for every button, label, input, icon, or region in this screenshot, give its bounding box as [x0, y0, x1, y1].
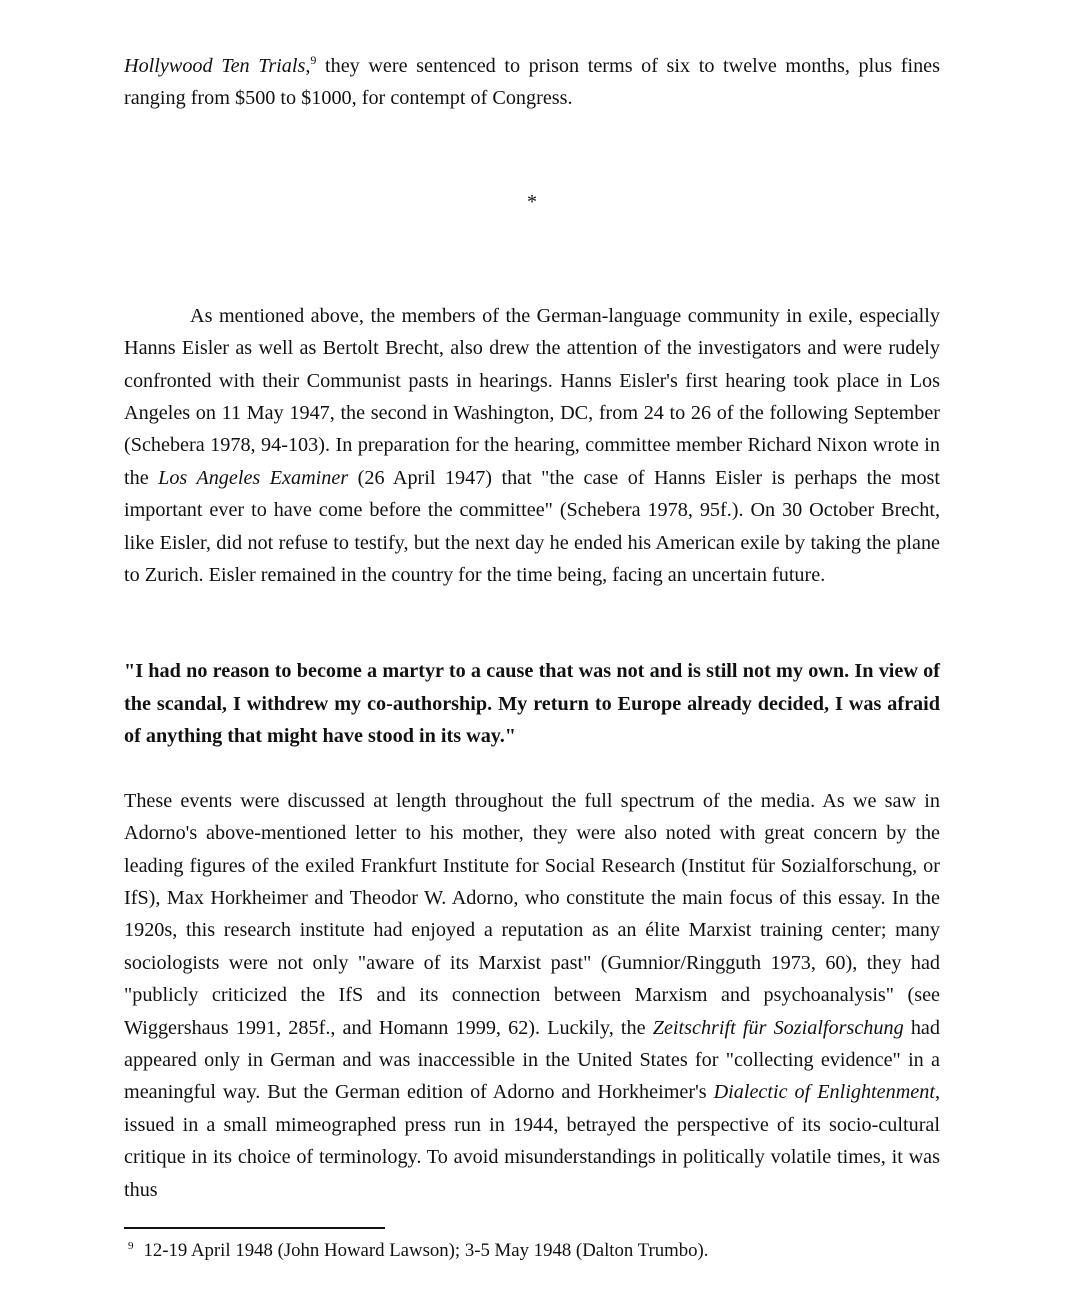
page-body [124, 50, 940, 1206]
italic-title: Hollywood Ten Trials [124, 55, 306, 77]
italic-book: Dialectic of Enlightenment [713, 1081, 935, 1104]
paragraph-institute [124, 785, 940, 1206]
spacer [124, 753, 940, 785]
paragraph-text: had appeared only in German and was inaccessible in the United States for "collecting evidence" in a meaningful way. But the German edition of Adorno and Horkheimer's [124, 1016, 940, 1104]
section-separator: * [526, 190, 538, 213]
paragraph-hollywood-ten [124, 50, 940, 115]
paragraph-eisler-hearings [124, 300, 940, 592]
block-quote: "I had no reason to become a martyr to a cause that was not and is still not my own. In view of the scandal, I withdrew my co-authorship. My return to Europe already decided, I was afraid of anything that might have stood in its way." [124, 660, 940, 748]
footnote-divider [124, 1227, 385, 1229]
footnote-reference[interactable]: 9 [310, 53, 317, 67]
paragraph-text: As mentioned above, the members of the German-language community in exile, especially Hanns Eisler as well as Bertolt Brecht, also drew the attention of the investigators and were rudely confronted with their Communist pasts in hearings. Hanns Eisler's first hearing took place in Los Angeles on 11 May 1947, the second in Washington, DC, from 24 to 26 of the following September (Schebera 1978, 94-103). In preparation for the hearing, committee member Richard Nixon wrote in the [124, 304, 940, 489]
spacer [124, 591, 940, 655]
italic-publication: Los Angeles Examiner [158, 466, 349, 489]
footnote [128, 1237, 940, 1265]
paragraph-text: These events were discussed at length throughout the full spectrum of the media. As we saw in Adorno's above-mentioned letter to his mother, they were also noted with great concern by the leading figures of the exiled Frankfurt Institute for Social Research (Institut für Sozialforschung, or IfS), Max Horkheimer and Theodor W. Adorno, who constitute the main focus of this essay. In the 1920s, this research institute had enjoyed a reputation as an élite Marxist training center; many sociologists were not only "aware of its Marxist past" (Gumnior/Ringguth 1973, 60), they had "publicly criticized the IfS and its connection between Marxism and psychoanalysis" (see Wiggershaus 1991, 285f., and Homann 1999, 62). Luckily, the [124, 789, 940, 1039]
paragraph-text: they were sentenced to prison terms of six to twelve months, plus fines ranging from $500 to $1000, for contempt of Congress. [124, 55, 940, 110]
comma: , [305, 55, 311, 77]
footnote-text: 12-19 April 1948 (John Howard Lawson); 3-5 May 1948 (Dalton Trumbo). [143, 1240, 709, 1261]
paragraph-text: , issued in a small mimeographed press run in 1944, betrayed the perspective of its socio-cultural critique in its choice of terminology. To avoid misunderstandings in politically volatile times, it was thus [124, 1081, 940, 1201]
paragraph-text: (26 April 1947) that "the case of Hanns Eisler is perhaps the most important ever to have come before the committee" (Schebera 1978, 95f.). On 30 October Brecht, like Eisler, did not refuse to testify, but the next day he ended his American exile by taking the plane to Zurich. Eisler remained in the country for the time being, facing an uncertain future. [124, 466, 941, 587]
footnote-number: 9 [128, 1240, 134, 1252]
spacer [124, 218, 940, 300]
italic-journal: Zeitschrift für Sozialforschung [652, 1016, 904, 1039]
